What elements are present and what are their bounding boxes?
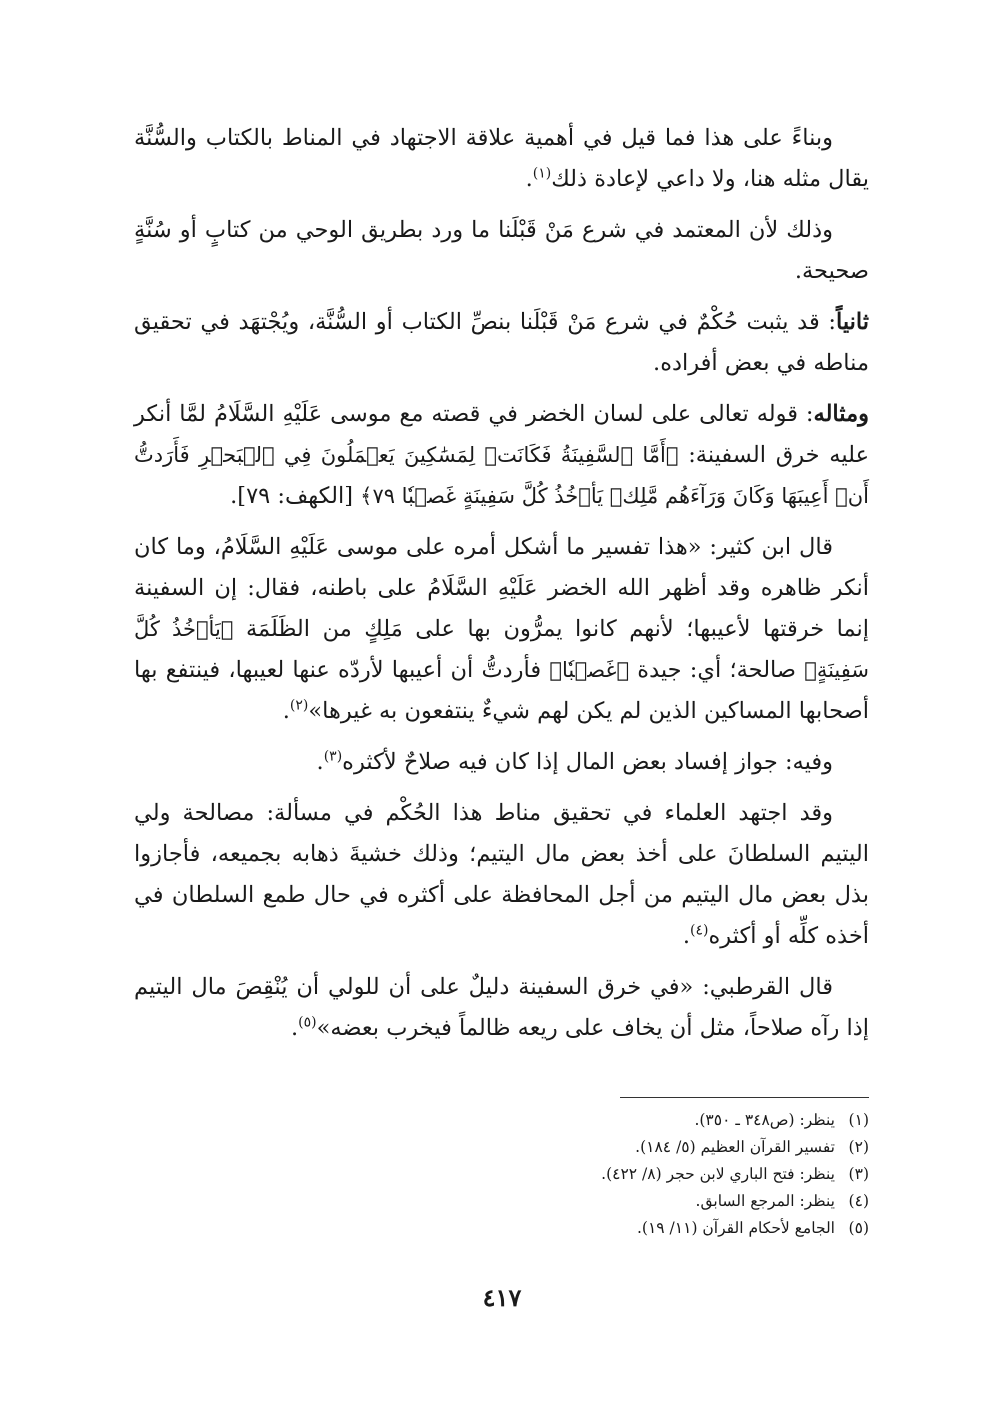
paragraph-4-text-a: : قوله تعالى على لسان الخضر في قصته مع موسى عَلَيْهِ السَّلَامُ لمَّا أنكر عليه خرق السفينة: — [134, 401, 869, 468]
footnote-ref-1[interactable]: (١) — [532, 165, 552, 182]
footnote-text: الجامع لأحكام القرآن (١١/ ١٩). — [636, 1219, 835, 1237]
paragraph-5-end: . — [282, 698, 290, 724]
paragraph-6 — [134, 742, 869, 783]
footnote-separator — [620, 1097, 869, 1098]
page-number: ٤١٧ — [482, 1283, 522, 1312]
paragraph-8-end: . — [290, 1015, 299, 1041]
footnote-number: (٥) — [848, 1219, 869, 1237]
paragraph-4 — [134, 394, 869, 517]
footnote-number: (١) — [848, 1111, 869, 1129]
paragraph-6-text: وفيه: جواز إفساد بعض المال إذا كان فيه صلاحٌ لأكثره — [342, 749, 833, 775]
footnote-ref-5[interactable]: (٥) — [298, 1014, 317, 1031]
paragraph-7-text: وقد اجتهد العلماء في تحقيق مناط هذا الحُكْم في مسألة: مصالحة ولي اليتيم السلطانَ على أخذ بعض مال اليتيم؛ وذلك خشيةَ ذهابه بجميعه، فأجازوا بذل بعض مال اليتيم من أجل المحافظة على أكثره في حال طمع السلطان في أخذه كلِّه أو أكثره — [134, 800, 869, 949]
footnote-text: ينظر: فتح الباري لابن حجر (٨/ ٤٢٢). — [601, 1165, 835, 1183]
paragraph-2 — [134, 210, 869, 292]
quran-quote-2: ﴿غَصۡبٗا﴾ — [549, 658, 630, 682]
quran-verse: ﴿أَمَّا ٱلسَّفِينَةُ فَكَانَتۡ لِمَسَٰكِينَ يَعۡمَلُونَ فِي ٱلۡبَحۡرِ فَأَرَدتُّ أَنۡ أَعِيبَهَا وَكَانَ وَرَآءَهُم مَّلِكٞ يَأۡخُذُ كُلَّ سَفِينَةٍ غَصۡبٗا ٧٩﴾ — [134, 443, 869, 508]
paragraph-5-text-a: قال ابن كثير: «هذا تفسير ما أشكل أمره على موسى عَلَيْهِ السَّلَامُ، وما كان أنكر ظاهره وقد أظهر الله الخضر عَلَيْهِ السَّلَامُ على باطنه، فقال: إن السفينة إنما خرقتها لأعيبها؛ لأنهم كانوا يمرُّون بها على مَلِكٍ من الظَلَمَة — [134, 534, 870, 642]
footnote-item — [269, 1161, 869, 1188]
paragraph-3 — [134, 302, 869, 384]
paragraph-7-end: . — [682, 923, 691, 949]
footnotes — [269, 1107, 869, 1242]
paragraph-6-end: . — [316, 749, 324, 775]
footnote-item — [269, 1107, 869, 1134]
quran-quote-1: ﴿يَأۡخُذُ كُلَّ سَفِينَةٍ﴾ — [134, 617, 869, 682]
footnote-ref-4[interactable]: (٤) — [690, 922, 709, 939]
paragraph-4-lead: ومثاله — [813, 401, 869, 427]
footnote-text: تفسير القرآن العظيم (٥/ ١٨٤). — [635, 1138, 835, 1156]
paragraph-8-text: قال القرطبي: «في خرق السفينة دليلٌ على أن للولي أن يُنْقِصَ مال اليتيم إذا رآه صلاحاً، مثل أن يخاف على ريعه ظالماً فيخرب بعضه» — [134, 974, 869, 1041]
paragraph-3-lead: ثانياً — [835, 309, 869, 335]
paragraph-1-end: . — [525, 166, 533, 192]
paragraph-2-text: وذلك لأن المعتمد في شرع مَنْ قَبْلَنا ما ورد بطريق الوحي من كتابٍ أو سُنَّةٍ صحيحة. — [134, 217, 869, 284]
paragraph-1-text: وبناءً على هذا فما قيل في أهمية علاقة الاجتهاد في المناط بالكتاب والسُّنَّة يقال مثله هنا، ولا داعي لإعادة ذلك — [134, 125, 869, 192]
footnote-number: (٣) — [848, 1165, 869, 1183]
footnote-ref-2[interactable]: (٢) — [289, 697, 309, 714]
footnote-item — [269, 1134, 869, 1161]
footnote-text: ينظر: (ص٣٤٨ ـ ٣٥٠). — [694, 1111, 835, 1129]
footnote-number: (٤) — [848, 1192, 869, 1210]
paragraph-3-text: : قد يثبت حُكْمٌ في شرع مَنْ قَبْلَنا بنصِّ الكتاب أو السُّنَّة، ويُجْتهَد في تحقيق مناطه في بعض أفراده. — [134, 309, 869, 376]
footnote-number: (٢) — [848, 1138, 869, 1156]
verse-citation: [الكهف: ٧٩]. — [230, 483, 361, 509]
paragraph-1 — [134, 118, 869, 200]
paragraph-7 — [134, 793, 869, 957]
paragraph-5-text-c: فأردتُّ أن أعيبها لأردّه عنها لعيبها، فينتفع بها أصحابها المساكين الذين لم يكن لهم شيءٌ ينتفعون به غيرها» — [134, 657, 869, 724]
footnote-ref-3[interactable]: (٣) — [323, 748, 343, 765]
footnote-text: ينظر: المرجع السابق. — [695, 1192, 835, 1210]
footnote-item — [269, 1215, 869, 1242]
main-text — [134, 118, 869, 1059]
paragraph-5-text-b: صالحة؛ أي: جيدة — [629, 657, 805, 683]
footnote-item — [269, 1188, 869, 1215]
paragraph-5 — [134, 527, 869, 732]
paragraph-8 — [134, 967, 869, 1049]
